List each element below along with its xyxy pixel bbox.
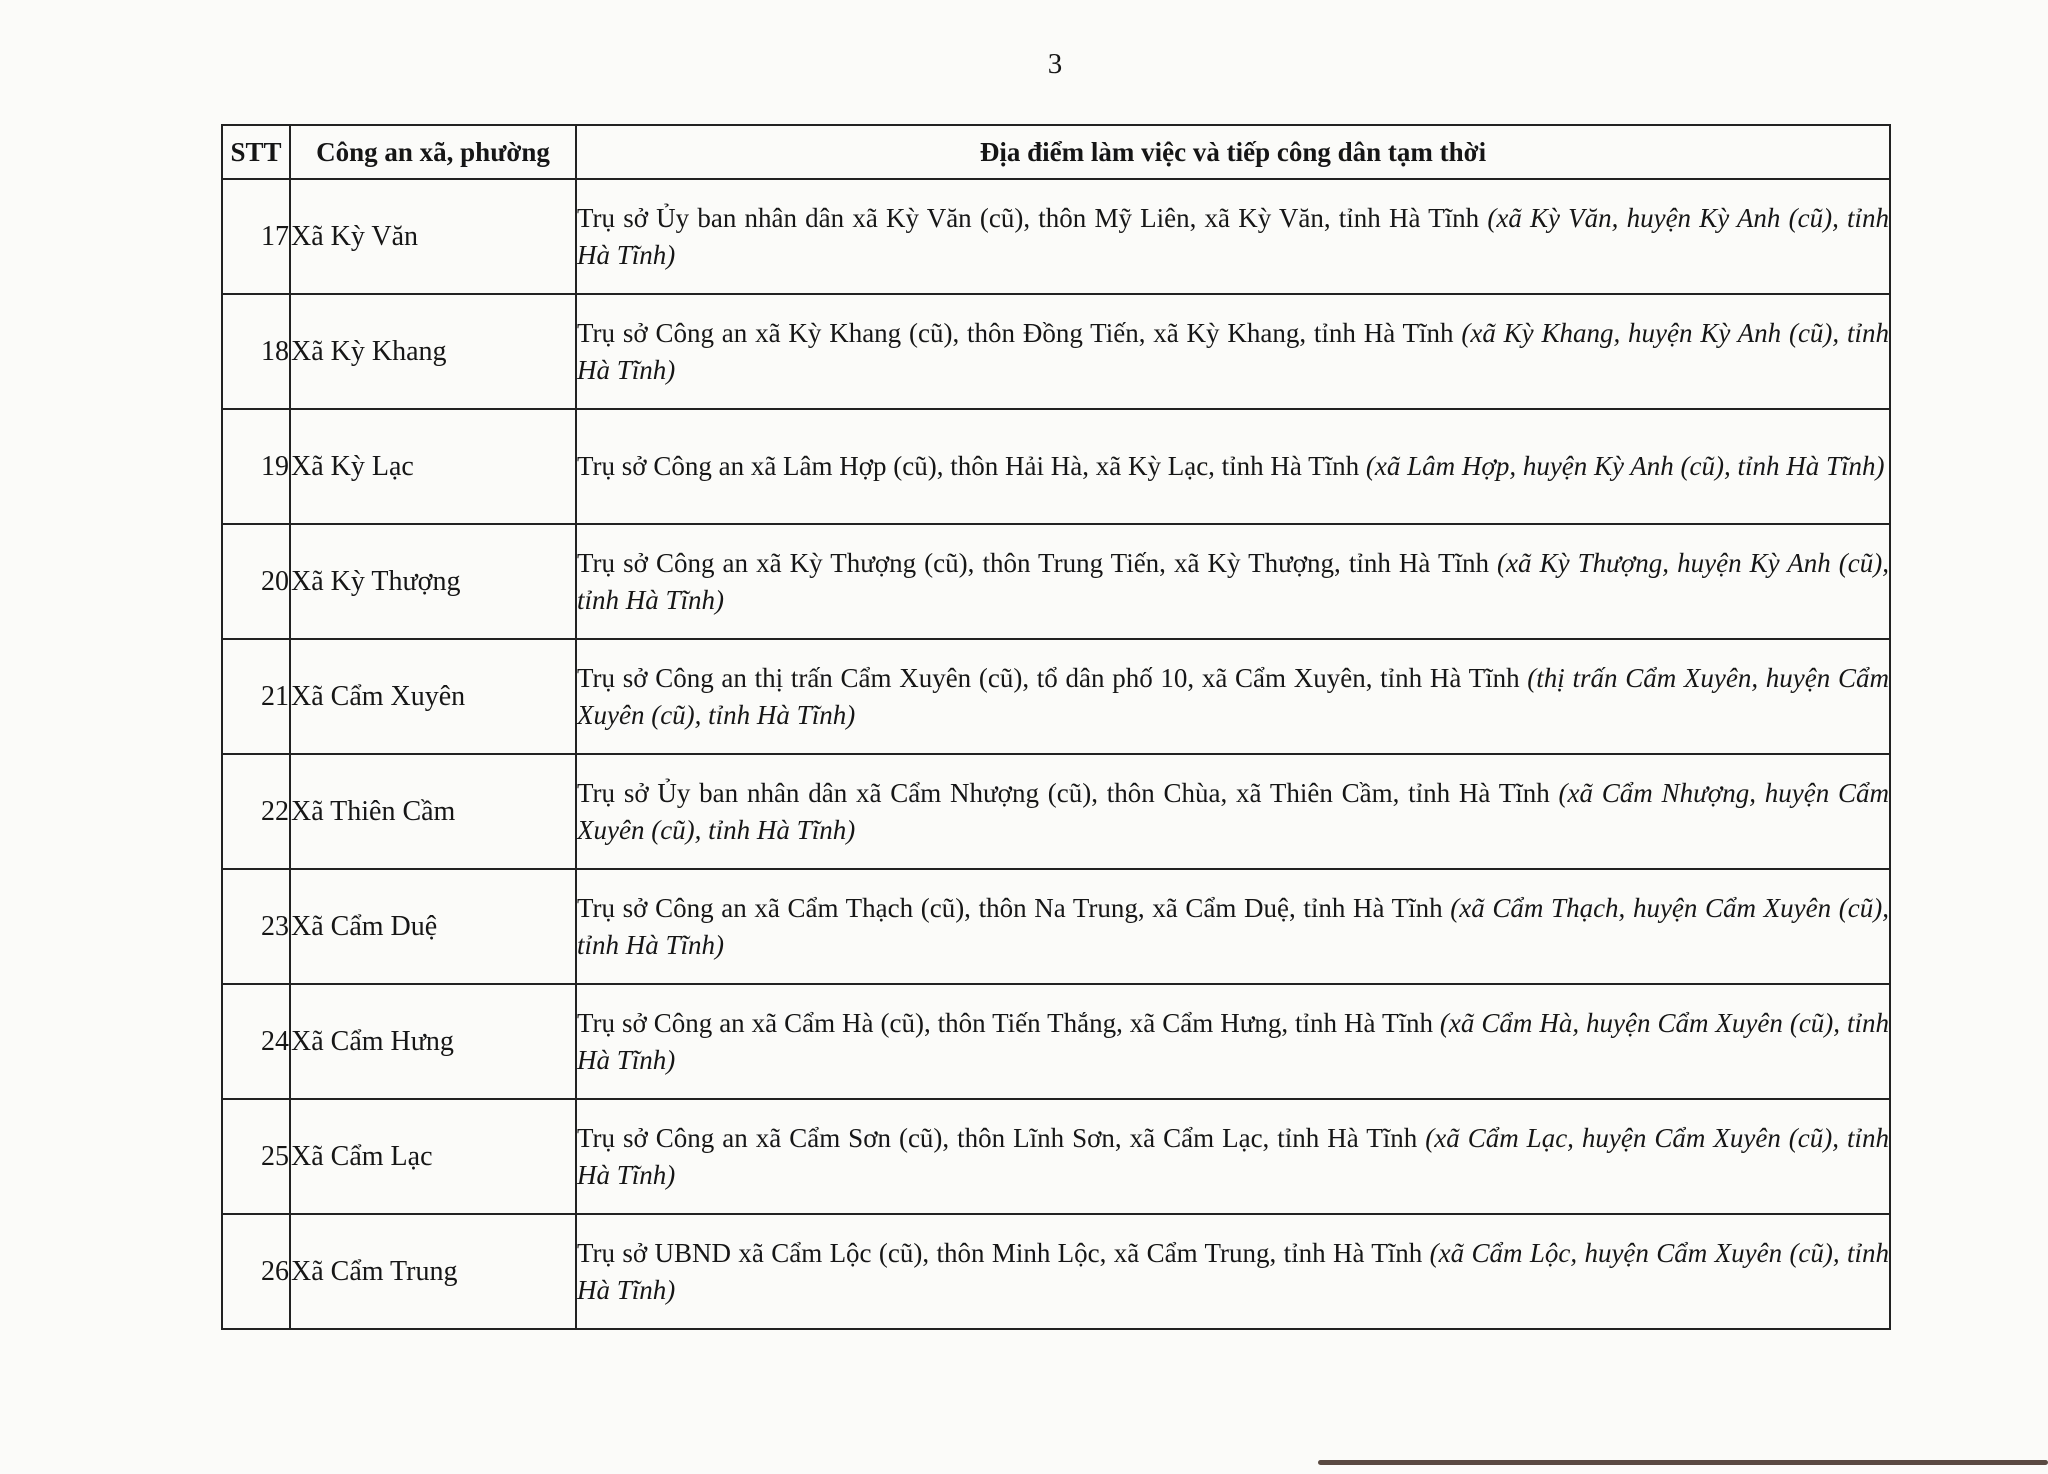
row-stt: 21 xyxy=(222,639,290,754)
row-address: Trụ sở UBND xã Cẩm Lộc (cũ), thôn Minh Lộc, xã Cẩm Trung, tỉnh Hà Tĩnh xyxy=(577,1237,1423,1268)
row-location xyxy=(576,524,1890,639)
table-row xyxy=(222,409,1890,524)
row-address: Trụ sở Ủy ban nhân dân xã Cẩm Nhượng (cũ), thôn Chùa, xã Thiên Cầm, tỉnh Hà Tĩnh xyxy=(577,777,1550,808)
row-location xyxy=(576,1214,1890,1329)
row-unit: Xã Kỳ Lạc xyxy=(290,409,576,524)
row-address: Trụ sở Công an xã Cẩm Sơn (cũ), thôn Lĩnh Sơn, xã Cẩm Lạc, tỉnh Hà Tĩnh xyxy=(577,1122,1418,1153)
table-row xyxy=(222,984,1890,1099)
row-address: Trụ sở Công an xã Kỳ Khang (cũ), thôn Đồng Tiến, xã Kỳ Khang, tỉnh Hà Tĩnh xyxy=(577,317,1454,348)
row-unit: Xã Cẩm Lạc xyxy=(290,1099,576,1214)
row-address: Trụ sở Công an xã Cẩm Hà (cũ), thôn Tiến Thắng, xã Cẩm Hưng, tỉnh Hà Tĩnh xyxy=(577,1007,1433,1038)
table-row xyxy=(222,1099,1890,1214)
table-row xyxy=(222,179,1890,294)
row-location xyxy=(576,639,1890,754)
table-row xyxy=(222,1214,1890,1329)
row-unit: Xã Kỳ Khang xyxy=(290,294,576,409)
table-header-row xyxy=(222,125,1890,179)
row-unit: Xã Cẩm Hưng xyxy=(290,984,576,1099)
row-address-note: (xã Kỳ Khang, huyện Kỳ Anh (cũ), tỉnh Hà Tĩnh) xyxy=(577,317,1889,385)
row-address-note: (xã Cẩm Nhượng, huyện Cẩm Xuyên (cũ), tỉnh Hà Tĩnh) xyxy=(577,777,1889,845)
row-address-note: (xã Lâm Hợp, huyện Kỳ Anh (cũ), tỉnh Hà Tĩnh) xyxy=(1365,451,1885,481)
row-address: Trụ sở Công an xã Cẩm Thạch (cũ), thôn Na Trung, xã Cẩm Duệ, tỉnh Hà Tĩnh xyxy=(577,892,1443,923)
header-location: Địa điểm làm việc và tiếp công dân tạm thời xyxy=(576,125,1890,179)
row-address-note: (xã Cẩm Thạch, huyện Cẩm Xuyên (cũ), tỉnh Hà Tĩnh) xyxy=(577,892,1890,960)
row-stt: 23 xyxy=(222,869,290,984)
header-stt: STT xyxy=(222,125,290,179)
header-unit: Công an xã, phường xyxy=(290,125,576,179)
row-location xyxy=(576,1099,1890,1214)
row-address-note: (xã Cẩm Hà, huyện Cẩm Xuyên (cũ), tỉnh Hà Tĩnh) xyxy=(577,1007,1890,1075)
table-row xyxy=(222,869,1890,984)
row-location xyxy=(576,409,1890,524)
row-location xyxy=(576,984,1890,1099)
row-location xyxy=(576,294,1890,409)
row-unit: Xã Cẩm Trung xyxy=(290,1214,576,1329)
row-location xyxy=(576,754,1890,869)
page-number: 3 xyxy=(1047,48,1063,80)
row-location xyxy=(576,869,1890,984)
row-address-note: (thị trấn Cẩm Xuyên, huyện Cẩm Xuyên (cũ), tỉnh Hà Tĩnh) xyxy=(577,662,1889,730)
row-unit: Xã Kỳ Thượng xyxy=(290,524,576,639)
table-row xyxy=(222,524,1890,639)
row-address: Trụ sở Công an xã Lâm Hợp (cũ), thôn Hải Hà, xã Kỳ Lạc, tỉnh Hà Tĩnh xyxy=(577,451,1360,481)
row-unit: Xã Cẩm Duệ xyxy=(290,869,576,984)
row-stt: 22 xyxy=(222,754,290,869)
table-row xyxy=(222,754,1890,869)
page-edge-line xyxy=(1318,1460,2048,1465)
row-unit: Xã Cẩm Xuyên xyxy=(290,639,576,754)
row-unit: Xã Thiên Cầm xyxy=(290,754,576,869)
row-stt: 24 xyxy=(222,984,290,1099)
row-unit: Xã Kỳ Văn xyxy=(290,179,576,294)
row-address: Trụ sở Công an thị trấn Cẩm Xuyên (cũ), tổ dân phố 10, xã Cẩm Xuyên, tỉnh Hà Tĩnh xyxy=(577,662,1520,693)
row-stt: 18 xyxy=(222,294,290,409)
row-stt: 26 xyxy=(222,1214,290,1329)
row-location xyxy=(576,179,1890,294)
row-stt: 19 xyxy=(222,409,290,524)
row-address-note: (xã Cẩm Lộc, huyện Cẩm Xuyên (cũ), tỉnh Hà Tĩnh) xyxy=(577,1237,1890,1305)
row-address-note: (xã Kỳ Thượng, huyện Kỳ Anh (cũ), tỉnh Hà Tĩnh) xyxy=(577,547,1889,615)
table-row xyxy=(222,294,1890,409)
row-address: Trụ sở Ủy ban nhân dân xã Kỳ Văn (cũ), thôn Mỹ Liên, xã Kỳ Văn, tỉnh Hà Tĩnh xyxy=(577,202,1480,233)
table-row xyxy=(222,639,1890,754)
row-address: Trụ sở Công an xã Kỳ Thượng (cũ), thôn Trung Tiến, xã Kỳ Thượng, tỉnh Hà Tĩnh xyxy=(577,547,1489,578)
row-address-note: (xã Kỳ Văn, huyện Kỳ Anh (cũ), tỉnh Hà Tĩnh) xyxy=(577,202,1889,270)
row-address-note: (xã Cẩm Lạc, huyện Cẩm Xuyên (cũ), tỉnh Hà Tĩnh) xyxy=(577,1122,1889,1190)
row-stt: 20 xyxy=(222,524,290,639)
row-stt: 25 xyxy=(222,1099,290,1214)
police-location-table xyxy=(221,124,1891,1330)
row-stt: 17 xyxy=(222,179,290,294)
